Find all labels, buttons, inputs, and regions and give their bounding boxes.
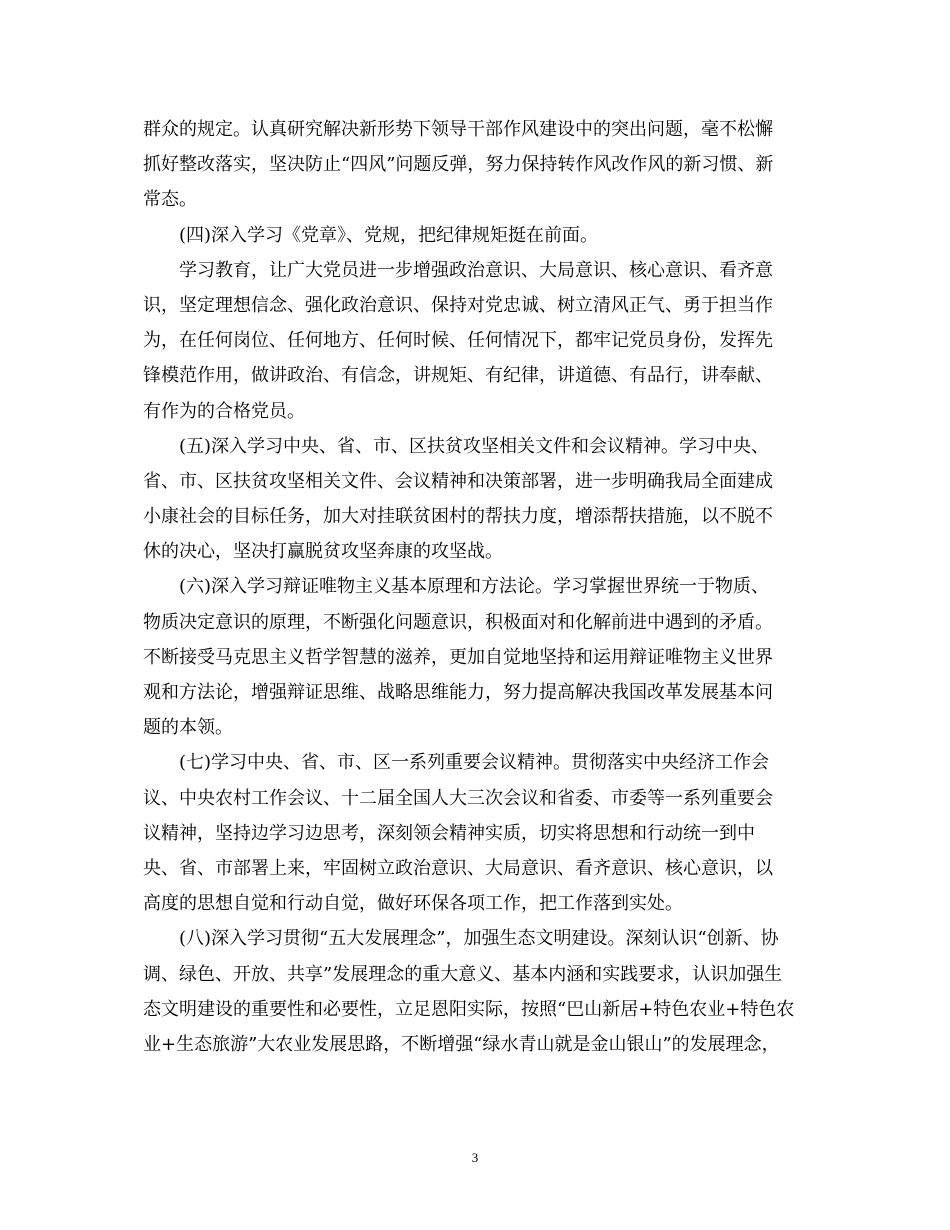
text-line: (四)深入学习《党章》、党规，把纪律规矩挺在前面。 [179, 224, 599, 246]
text-line: 小康社会的目标任务，加大对挂联贫困村的帮扶力度，增添帮扶措施，以不脱不 [143, 506, 773, 528]
document-body [143, 112, 811, 1062]
text-line: (五)深入学习中央、省、市、区扶贫攻坚相关文件和会议精神。学习中央、 [179, 435, 770, 457]
text-line: 锋模范作用，做讲政治、有信念，讲规矩、有纪律，讲道德、有品行，讲奉献、 [143, 365, 773, 387]
page-number: 3 [471, 1150, 479, 1165]
text-line: 有作为的合格党员。 [143, 400, 305, 422]
text-line: 省、市、区扶贫攻坚相关文件、会议精神和决策部署，进一步明确我局全面建成 [143, 470, 773, 492]
text-line: 态文明建设的重要性和必要性，立足恩阳实际，按照“巴山新居+特色农业+特色农 [143, 998, 795, 1020]
text-line: 识，坚定理想信念、强化政治意识、保持对党忠诚、树立清风正气、勇于担当作 [143, 294, 773, 316]
text-line: (七)学习中央、省、市、区一系列重要会议精神。贯彻落实中央经济工作会 [179, 752, 770, 774]
text-line: 题的本领。 [143, 717, 233, 739]
text-line: 休的决心，坚决打赢脱贫攻坚奔康的攻坚战。 [143, 541, 503, 563]
text-line: 观和方法论，增强辩证思维、战略思维能力，努力提高解决我国改革发展基本问 [143, 682, 773, 703]
text-line: 常态。 [143, 189, 197, 211]
text-line: (六)深入学习辩证唯物主义基本原理和方法论。学习掌握世界统一于物质、 [179, 576, 770, 598]
text-line: 议、中央农村工作会议、十二届全国人大三次会议和省委、市委等一系列重要会 [143, 787, 773, 809]
text-line: 议精神，坚持边学习边思考，深刻领会精神实质，切实将思想和行动统一到中 [143, 822, 755, 844]
text-line: 为，在任何岗位、任何地方、任何时候、任何情况下，都牢记党员身份，发挥先 [143, 330, 773, 352]
text-line: (八)深入学习贯彻“五大发展理念”，加强生态文明建设。深刻认识“创新、协 [179, 928, 779, 950]
text-line: 不断接受马克思主义哲学智慧的滋养，更加自觉地坚持和运用辩证唯物主义世界 [143, 646, 773, 668]
text-line: 调、绿色、开放、共享”发展理念的重大意义、基本内涵和实践要求，认识加强生 [143, 963, 783, 985]
text-line: 业+生态旅游”大农业发展思路，不断增强“绿水青山就是金山银山”的发展理念， [143, 1033, 780, 1055]
text-line: 抓好整改落实，坚决防止“四风”问题反弹，努力保持转作风改作风的新习惯、新 [143, 154, 774, 176]
text-line: 群众的规定。认真研究解决新形势下领导干部作风建设中的突出问题，毫不松懈 [143, 119, 773, 140]
text-line: 高度的思想自觉和行动自觉，做好环保各项工作，把工作落到实处。 [143, 893, 683, 915]
text-line: 物质决定意识的原理，不断强化问题意识，积极面对和化解前进中遇到的矛盾。 [143, 611, 773, 633]
text-line: 央、省、市部署上来，牢固树立政治意识、大局意识、看齐意识、核心意识，以 [143, 857, 773, 879]
text-line: 学习教育，让广大党员进一步增强政治意识、大局意识、核心意识、看齐意 [179, 259, 773, 281]
